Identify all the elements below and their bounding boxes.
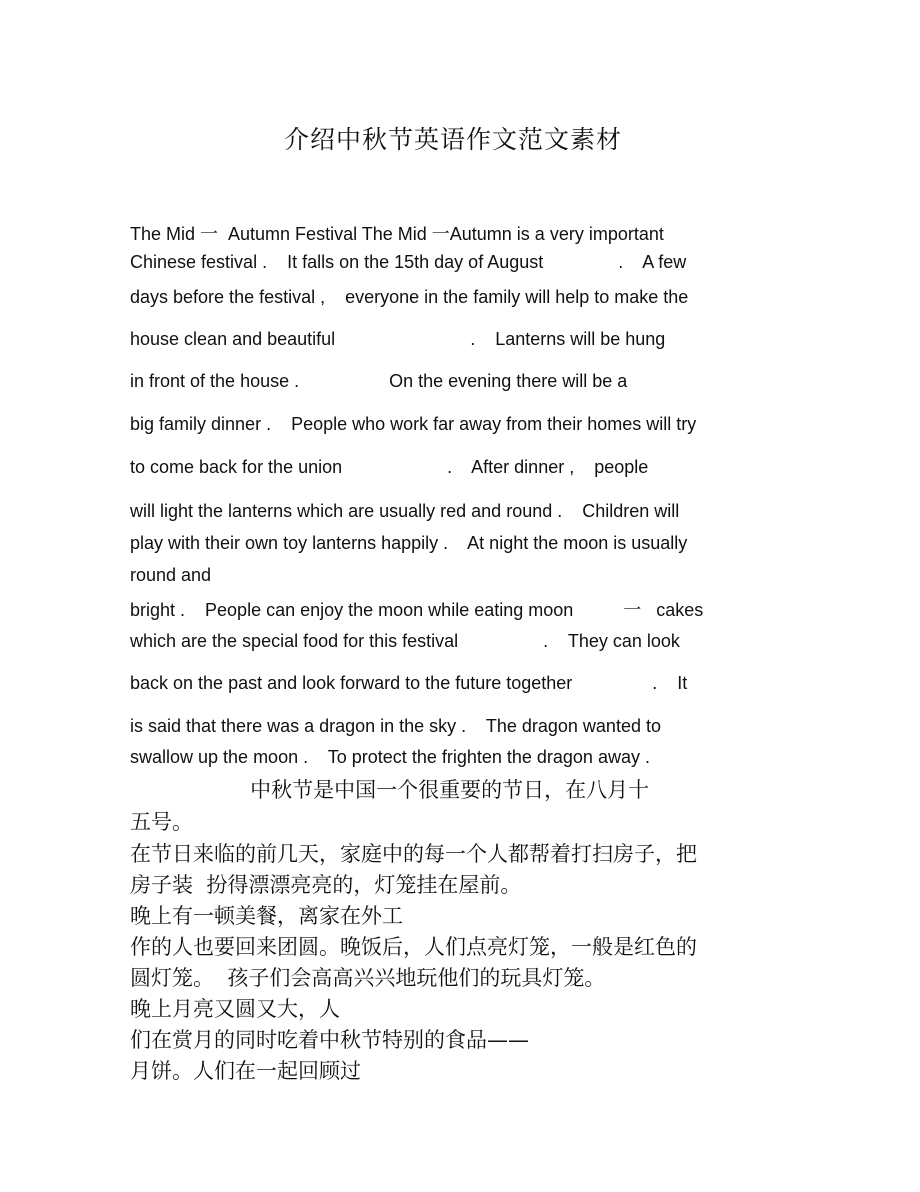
- chinese-line: 圆灯笼。 孩子们会高高兴兴地玩他们的玩具灯笼。: [130, 966, 606, 990]
- english-line: swallow up the moon . To protect the frighten the dragon away .: [130, 747, 650, 767]
- chinese-line: 们在赏月的同时吃着中秋节特别的食品——: [130, 1028, 529, 1052]
- chinese-line: 五号。: [130, 810, 193, 834]
- english-line: house clean and beautiful . Lanterns will be hung: [130, 329, 666, 349]
- english-line: back on the past and look forward to the future together . It: [130, 673, 688, 693]
- english-line: round and: [130, 565, 212, 585]
- chinese-line: 房子装 扮得漂漂亮亮的，灯笼挂在屋前。: [130, 873, 522, 897]
- chinese-line: 月饼。人们在一起回顾过: [130, 1059, 361, 1083]
- chinese-line: 晚上月亮又圆又大，人: [130, 997, 340, 1021]
- chinese-line: 中秋节是中国一个很重要的节日，在八月十: [130, 778, 650, 802]
- english-line: big family dinner . People who work far away from their homes will try: [130, 414, 697, 434]
- english-line: play with their own toy lanterns happily . At night the moon is usually: [130, 533, 688, 553]
- english-line: in front of the house . On the evening there will be a: [130, 371, 628, 391]
- chinese-line: 作的人也要回来团圆。晚饭后，人们点亮灯笼，一般是红色的: [130, 935, 697, 959]
- english-line: which are the special food for this festival . They can look: [130, 631, 680, 651]
- english-line: bright . People can enjoy the moon while eating moon 一 cakes: [130, 600, 704, 620]
- chinese-line: 晚上有一顿美餐，离家在外工: [130, 904, 403, 928]
- english-line: will light the lanterns which are usually red and round . Children will: [130, 501, 680, 521]
- english-line: The Mid 一 Autumn Festival The Mid 一Autumn is a very important: [130, 224, 664, 244]
- english-line: days before the festival , everyone in the family will help to make the: [130, 287, 689, 307]
- english-line: is said that there was a dragon in the sky . The dragon wanted to: [130, 716, 661, 736]
- document-title: 介绍中秋节英语作文范文素材: [283, 125, 622, 154]
- chinese-line: 在节日来临的前几天，家庭中的每一个人都帮着打扫房子，把: [130, 842, 697, 866]
- english-line: to come back for the union . After dinner , people: [130, 457, 649, 477]
- english-line: Chinese festival . It falls on the 15th day of August . A few: [130, 252, 687, 272]
